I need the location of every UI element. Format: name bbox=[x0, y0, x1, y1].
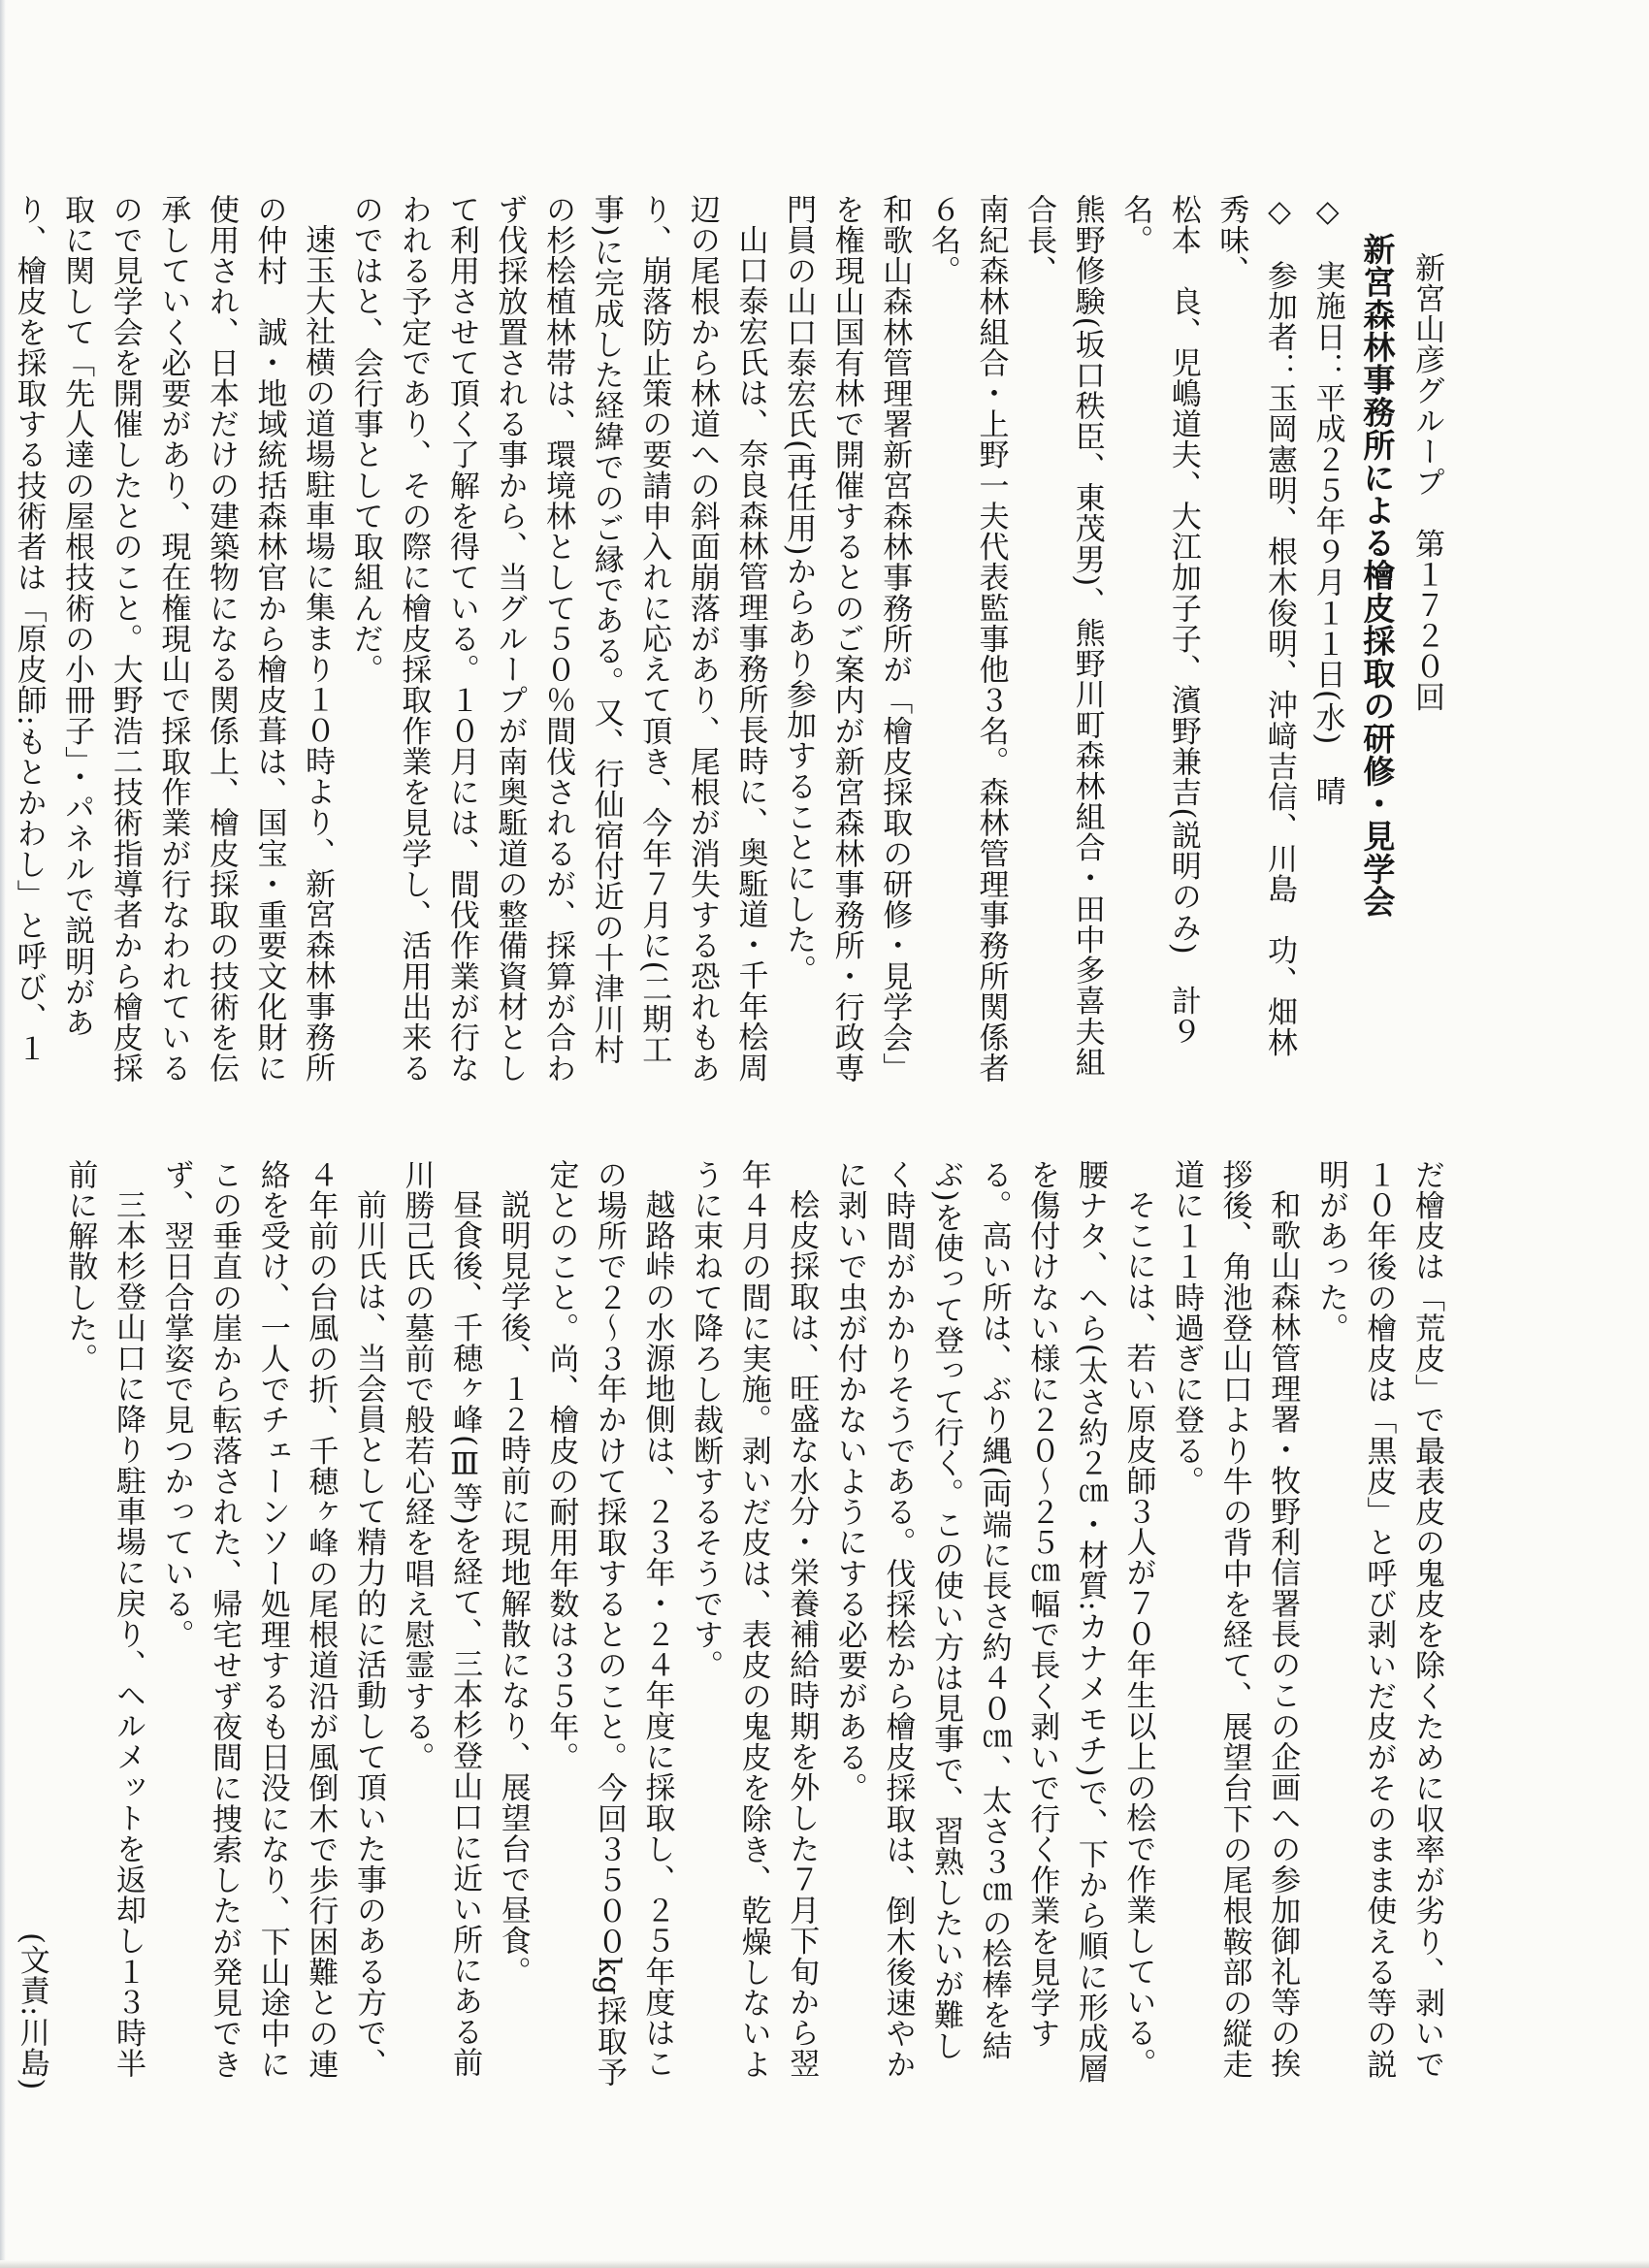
paragraph: そこには、若い原皮師３人が７０年生以上の桧で作業している。腰ナタ、へら(太さ約２㎝・材質:カナメモチ)で、下から順に形成層を傷付けない様に２０～２５㎝幅で長く剥いで行く作業を見学する。高い所は、ぶり縄(両端に長さ約４０㎝、太さ３㎝の桧棒を結ぶ)を使って登って行く。この使い方は見事で、習熟したいが難しく時間がかかりそうである。伐採桧から檜皮採取は、倒木後速やかに剥いで虫が付かないようにする必要がある。 bbox=[831, 1159, 1156, 2085]
scan-edge-bottom bbox=[0, 2260, 1649, 2268]
group-heading: 新宮山彦グループ 第１７２０回 bbox=[1409, 252, 1444, 713]
paragraph: 和歌山森林管理署新宮森林事務所が「檜皮採取の研修・見学会」を権現山国有林で開催するとのご案内が新宮森林事務所・行政専門員の山口泰宏氏(再任用)からあり参加することにした。 bbox=[781, 194, 913, 1084]
paragraph: 前川氏は、当会員として精力的に活動して頂いた事のある方で、４年前の台風の折、千穂ヶ峰の尾根道沿が風倒木で歩行困難との連絡を受け、一人でチェーンソー処理するも日没になり、下山途中にこの垂直の崖から転落された、帰宅せず夜間に捜索したが発見できず、翌日合掌姿で見つかっている。 bbox=[158, 1159, 386, 2080]
participants-line-1: ◇ 参加者：玉岡憲明、根木俊明、沖﨑吉信、川島 功、畑林秀味、 bbox=[1213, 194, 1298, 1058]
paragraph: 速玉大社横の道場駐車場に集まり１０時より、新宮森林事務所の仲村 誠・地域統括森林官から檜皮葺は、国宝・重要文化財に使用され、日本だけの建築物になる関係上、檜皮採取の技術を伝承していく必要があり、現在権現山で採取作業が行なわれているので見学会を開催したとのこと。大野浩二技術指導者から檜皮採取に関して「先人達の屋根技術の小冊子」・パネルで説明があり、檜皮を採取する技術者は「原皮師:もとかわし」と呼び、１ bbox=[11, 194, 336, 1084]
paragraph: 説明見学後、１２時前に現地解散になり、展望台で昼食。 bbox=[495, 1189, 531, 1988]
paragraph: 桧皮採取は、旺盛な水分・栄養補給時期を外した７月下旬から翌年４月の間に実施。剥いだ皮は、表皮の鬼皮を除き、乾燥しないように束ねて降ろし裁断するそうです。 bbox=[688, 1159, 820, 2080]
guests-line-2: 南紀森林組合・上野一夫代表監事他３名。森林管理事務所関係者６名。 bbox=[924, 194, 1009, 1084]
lower-text-block bbox=[14, 1159, 1450, 2090]
paragraph: 和歌山森林管理署・牧野利信署長のこの企画への参加御礼等の挨拶後、角池登山口より牛の背中を経て、展望台下の尾根鞍部の縦走道に１１時過ぎに登る。 bbox=[1169, 1159, 1301, 2080]
participants-line-2: 松本 良、児嶋道夫、大江加子子、濱野兼吉(説明のみ) 計９名。 bbox=[1117, 194, 1201, 1048]
paragraph: 三本杉登山口に降り駐車場に戻り、ヘルメットを返却し１３時半前に解散した。 bbox=[62, 1159, 146, 2079]
paragraph: 山口泰宏氏は、奈良森林管理事務所長時に、奥駈道・千年桧周辺の尾根から林道への斜面崩落があり、尾根が消失する恐れもあり、崩落防止策の要請申入れに応えて頂き、今年７月に(二期工事)に完成した経緯でのご縁である。又、行仙宿付近の十津川村の杉桧植林帯は、環境林として５０％間伐されるが、採算が合わず伐採放置される事から、当グループが南奥駈道の整備資材として利用させて頂く了解を得ている。１０月には、間伐作業が行なわれる予定であり、その際に檜皮採取作業を見学し、活用出来るのではと、会行事として取組んだ。 bbox=[347, 194, 768, 1084]
guests-line-1: 熊野修験(坂口秩臣、東茂男)、熊野川町森林組合・田中多喜夫組合長、 bbox=[1021, 194, 1105, 1078]
paragraph: 越路峠の水源地側は、２３年・２４年度に採取し、２５年度はこの場所で２～３年かけて採取するとのこと。今回３５００kg採取予定とのこと。尚、檜皮の耐用年数は３５年。 bbox=[543, 1159, 675, 2088]
author-credit: (文責:川島) bbox=[14, 1932, 49, 2090]
paragraph: 昼食後、千穂ヶ峰(Ⅲ等)を経て、三本杉登山口に近い所にある前川勝己氏の墓前で般若心経を唱え慰霊する。 bbox=[399, 1159, 483, 2078]
paragraph: だ檜皮は「荒皮」で最表皮の鬼皮を除くために収率が劣り、剥いで１０年後の檜皮は「黒皮」と呼び剥いだ皮がそのまま使える等の説明があった。 bbox=[1312, 1159, 1444, 2080]
date-line: ◇ 実施日：平成２５年９月１１日(水) 晴 bbox=[1310, 194, 1345, 807]
article-title: 新宮森林事務所による檜皮採取の研修・見学会 bbox=[1358, 233, 1397, 919]
upper-text-block bbox=[11, 194, 1450, 1086]
